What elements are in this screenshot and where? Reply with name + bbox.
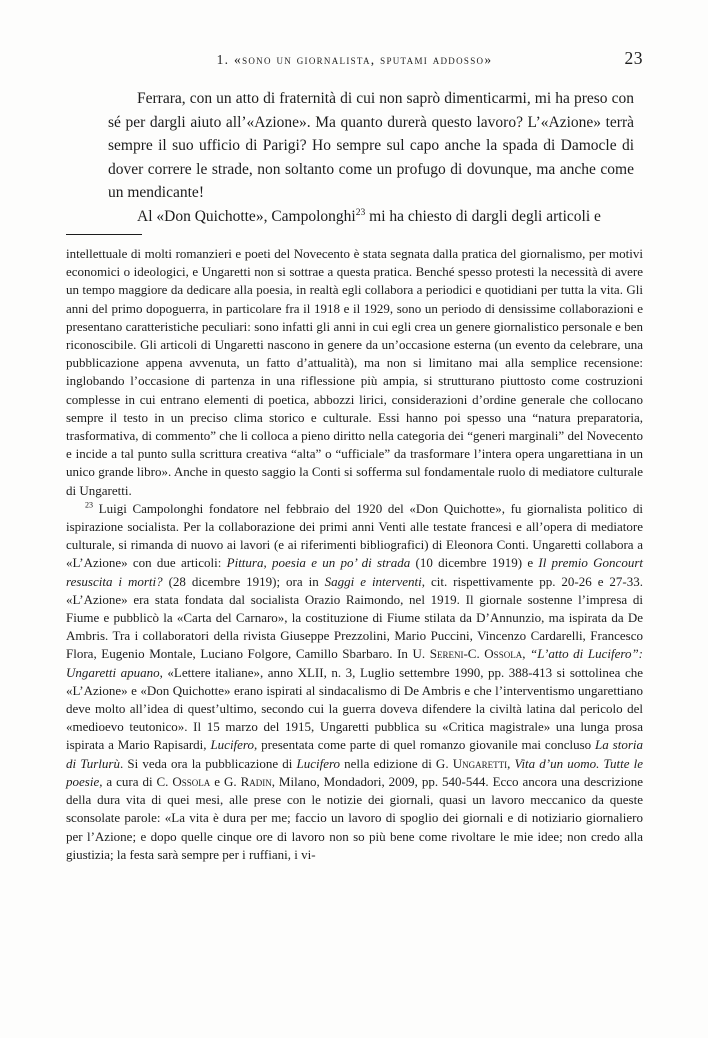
text-run: Luigi Campolonghi fondatore nel febbraio del 1920 del «Don Quichotte», fu giornalista politico di ispirazione socialista. Per la collaborazione dei primi anni Venti alle testate francesi e all’opera di mediatore culturale, si rimanda di nuovo ai lavori (e ai riferimenti bibliografici) di Eleonora Conti. Ungaretti collabora a «L’Azione» con due articoli:: [66, 500, 643, 571]
text-run: a cura di C.: [102, 773, 173, 789]
text-run: Ungaretti: [452, 755, 508, 771]
text-run: , Milano, Mondadori, 2009, pp. 540-544. Ecco ancora una descrizione della dura vita di quei mesi, alle prese con le notizie dei giornali, quasi un lavoro meccanico da queste sconsolate parole: «La vita è dura per me; faccio un lavoro di spoglio dei giornali e di notiziario giornaliero per l’Azione; e dopo quelle cinque ore di lavoro non so più bene come rivoltare le mie idee; non credo alla giustizia; la festa sarà sempre per i ruffiani, i vi-: [66, 773, 644, 862]
text-run: Lucifero: [210, 737, 255, 753]
text-run: Ossola: [484, 646, 523, 662]
page-number: 23: [624, 48, 643, 68]
text-run: nella edizione di G.: [340, 755, 453, 771]
body-text-block: [108, 87, 634, 228]
text-run: Al «Don Quichotte», Campolonghi: [137, 207, 356, 225]
text-run: Sereni: [429, 646, 464, 662]
text-run: Pittura, poesia e un po’ di strada: [226, 555, 411, 571]
footnote-block: [66, 245, 643, 864]
text-run: Ossola: [172, 773, 211, 789]
text-run: , presentata come parte di quel romanzo giovanile mai concluso: [254, 737, 596, 753]
text-run: Radin: [240, 773, 272, 789]
text-run: La storia di Turlurù: [66, 737, 643, 771]
text-run: Vita d’un uomo. Tutte le poesie,: [66, 755, 644, 789]
text-run: , cit. rispettivamente pp. 20-26 e 27-33. «L’Azione» era stata fondata dal socialista Orazio Raimondo, nel 1919. Il giornale sostenne l’impresa di Fiume e pubblicò la «Carta del Carnaro», la costituzione di Fiume stilata da D’Annunzio, ma ispirata da De Ambris. Tra i collaboratori della rivista Giuseppe Prezzolini, Mario Puccini, Vincenzo Cardarelli, Francesco Flora, Eugenio Montale, Luciano Folgore, Camillo Sbarbaro. In U.: [66, 573, 644, 662]
page-header: [66, 48, 643, 69]
text-run: Ferrara, con un atto di fraternità di cui non saprò dimenticarmi, mi ha preso con sé per dargli aiuto all’«Azione». Ma quanto durerà questo lavoro? L’«Azione» terrà sempre il suo ufficio di Parigi? Ho sempre sul capo anche la spada di Damocle di dover correre le strade, non soltanto come un profugo di dovunque, ma anche come un mendicante!: [108, 90, 634, 201]
footnote-reference-number: 23: [85, 500, 94, 510]
text-run: , «Lettere italiane», anno XLII, n. 3, Luglio settembre 1990, pp. 388-413 si sottolinea che «L’Azione» e «Don Quichotte» erano ispirati al sindacalismo di De Ambris e che l’interventismo ungarettiano deve molto all’idea di quest’ultimo, secondo cui la guerra doveva difendere la civiltà latina dal pericolo del «medioevo teutonico». Il 15 marzo del 1915, Ungaretti pubblica su «Critica magistrale» una lunga prosa ispirata a Mario Rapisardi,: [66, 664, 643, 753]
text-run: . Si veda ora la pubblicazione di: [119, 755, 297, 771]
text-run: e G.: [210, 773, 241, 789]
text-run: ,: [522, 646, 531, 662]
text-run: Saggi e interventi: [324, 573, 422, 589]
footnote-reference-number: 23: [355, 206, 366, 218]
text-run: “L’atto di Lucifero”: Ungaretti apuano: [66, 646, 643, 680]
text-run: mi ha chiesto di dargli degli articoli e: [365, 207, 601, 225]
text-run: -C.: [463, 646, 485, 662]
text-run: (10 dicembre 1919) e: [410, 555, 539, 571]
quote-paragraph-2: [108, 205, 634, 229]
text-run: ,: [507, 755, 515, 771]
footnote-23: [66, 500, 643, 864]
quote-paragraph-1: [108, 87, 634, 205]
text-run: Il premio Goncourt resuscita i morti?: [66, 555, 643, 589]
text-run: (28 dicembre 1919); ora in: [162, 573, 325, 589]
text-run: intellettuale di molti romanzieri e poeti del Novecento è stata segnata dalla pratica del giornalismo, per motivi economici o ideologici, e Ungaretti non si sottrae a questa pratica. Benché spesso protesti la necessità di avere un tempo maggiore da dedicare alla poesia, in realtà egli collabora a periodici e quotidiani per tutta la vita. Gli anni del primo dopoguerra, in particolare fra il 1918 e il 1929, sono un periodo di densissime collaborazioni e presentano caratteristiche peculiari: sono infatti gli anni in cui egli crea un genere giornalistico personale e ben riconoscibile. Gli articoli di Ungaretti nascono in genere da un’occasione esterna (un evento da celebrare, una pubblicazione appena avvenuta, un fatto d’attualità), ma non si limitano mai alla semplice recensione: inglobando l’occasione di partenza in una riflessione più ampia, si strutturano piuttosto come costruzioni complesse in cui entrano elementi di poetica, abbozzi lirici, considerazioni d’ordine generale che collocano sempre il testo in un preciso clima storico e culturale. Essi hanno poi spesso una “natura preparatoria, trasformativa, di commento” che li colloca a pieno diritto nella categoria dei “generi marginali” del Novecento e incide a tal punto sulla scrittura creativa “alta” o “ufficiale” da trasformare l’intera opera ungarettiana in un unico grande libro». Anche in questo saggio la Conti si sofferma sul fondamentale ruolo di mediatore culturale di Ungaretti.: [66, 246, 643, 498]
footnote-continuation: [66, 245, 643, 500]
text-run: Lucifero: [296, 755, 341, 771]
running-title: 1. «sono un giornalista, sputami addosso»: [216, 52, 493, 67]
footnote-separator-rule: [66, 234, 142, 235]
